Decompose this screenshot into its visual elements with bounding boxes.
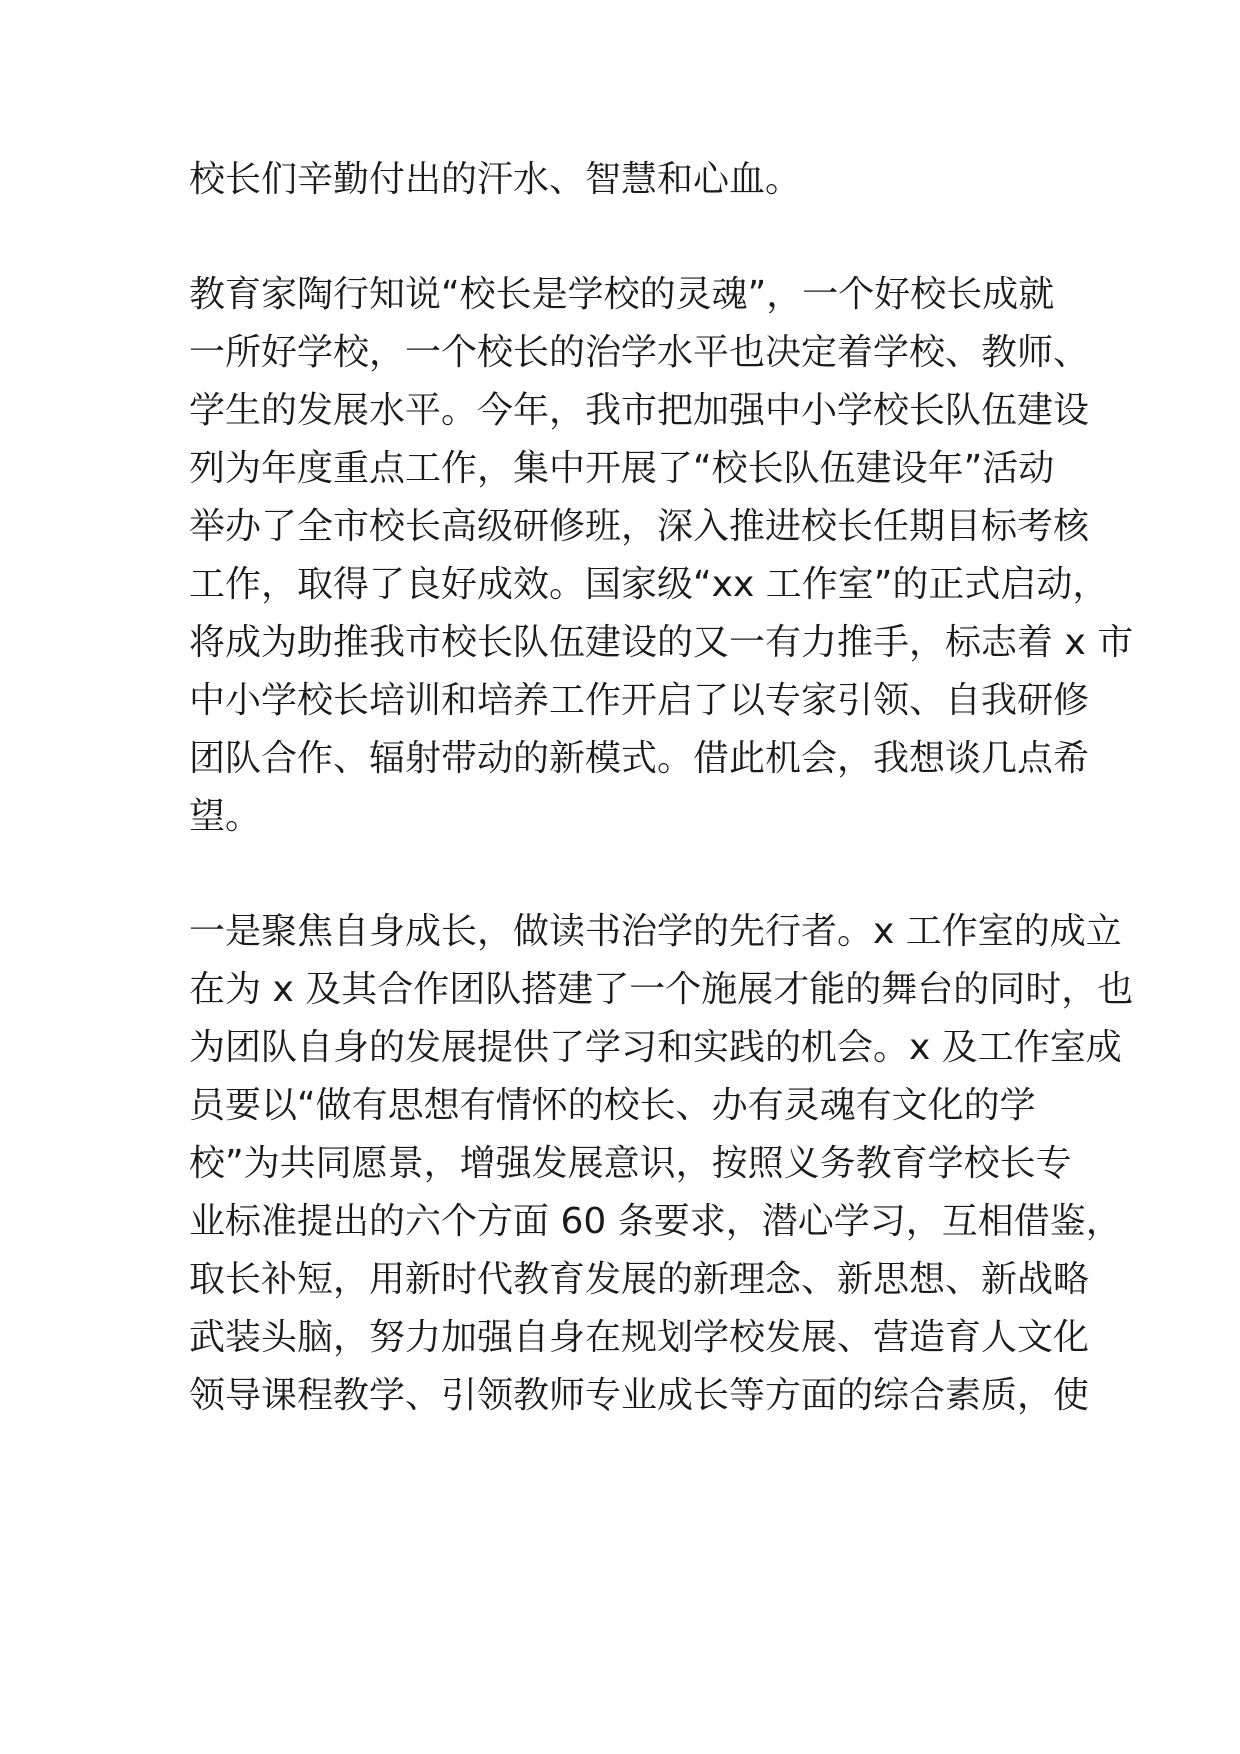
paragraph-2-line-9: 团队合作、辐射带动的新模式。借此机会，我想谈几点希: [189, 738, 1090, 779]
paragraph-2-line-4: 列为年度重点工作，集中开展了“校长队伍建设年”活动: [189, 448, 1055, 489]
paragraph-1-line-1: 校长们辛勤付出的汗水、智慧和心血。: [189, 159, 802, 200]
paragraph-3-line-7: 取长补短，用新时代教育发展的新理念、新思想、新战略: [189, 1259, 1090, 1300]
paragraph-3-line-8: 武装头脑，努力加强自身在规划学校发展、营造育人文化: [189, 1317, 1090, 1358]
paragraph-2-line-2: 一所好学校，一个校长的治学水平也决定着学校、教师、: [189, 332, 1090, 373]
paragraph-3-line-2: 在为 x 及其合作团队搭建了一个施展才能的舞台的同时，也: [189, 969, 1134, 1010]
paragraph-2-line-8: 中小学校长培训和培养工作开启了以专家引领、自我研修: [189, 680, 1090, 721]
paragraph-2-line-6: 工作，取得了良好成效。国家级“xx 工作室”的正式启动，: [189, 564, 1109, 605]
paragraph-3-line-1: 一是聚焦自身成长，做读书治学的先行者。x 工作室的成立: [189, 911, 1122, 952]
paragraph-3-line-3: 为团队自身的发展提供了学习和实践的机会。x 及工作室成: [189, 1027, 1122, 1068]
paragraph-2-line-3: 学生的发展水平。今年，我市把加强中小学校长队伍建设: [189, 390, 1090, 431]
paragraph-3-line-5: 校”为共同愿景，增强发展意识，按照义务教育学校长专: [189, 1143, 1072, 1184]
paragraph-3-line-6: 业标准提出的六个方面 60 条要求，潜心学习，互相借鉴，: [189, 1201, 1122, 1242]
paragraph-2-line-7: 将成为助推我市校长队伍建设的又一有力推手，标志着 x 市: [189, 622, 1134, 663]
paragraph-2-line-5: 举办了全市校长高级研修班，深入推进校长任期目标考核: [189, 506, 1090, 547]
paragraph-2-line-10: 望。: [189, 796, 262, 837]
paragraph-3-line-9: 领导课程教学、引领教师专业成长等方面的综合素质，使: [189, 1375, 1090, 1416]
paragraph-3-line-4: 员要以“做有思想有情怀的校长、办有灵魂有文化的学: [189, 1085, 1036, 1126]
paragraph-2-line-1: 教育家陶行知说“校长是学校的灵魂”，一个好校长成就: [189, 274, 1055, 315]
